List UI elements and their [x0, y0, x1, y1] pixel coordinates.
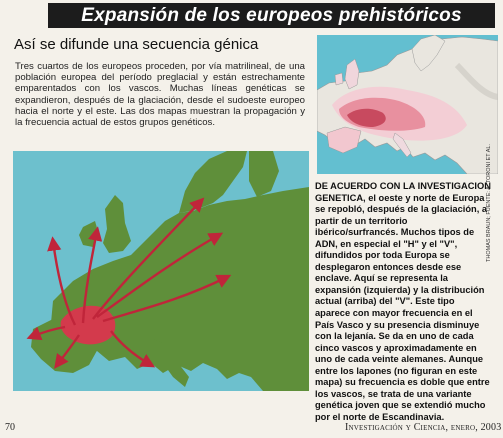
expansion-map — [13, 151, 309, 391]
page-number: 70 — [5, 422, 15, 433]
article-subtitle: Así se difunde una secuencia génica — [14, 36, 259, 53]
title-bar — [48, 3, 495, 28]
publication-source: Investigación y Ciencia, enero, 2003 — [345, 422, 502, 433]
intro-paragraph: Tres cuartos de los europeos proceden, por vía matrilineal, de una población europea del período preglacial y están estrechamente emparentados con los vascos. Muchas líneas genéticas se expandieron, después de la glaciación, desde el sudoeste europeo hacia el norte y el este. Las dos mapas muestran la propagación y la frecuencia actual de estos grupos genéticos. — [15, 61, 305, 129]
image-credit: THOMAS BRAUN; FUENTE: A. TORONI ET AL. — [486, 144, 492, 262]
distribution-map — [317, 35, 498, 174]
page-footer — [0, 418, 503, 438]
figure-caption: DE ACUERDO CON LA INVESTIGACION GENETICA, el oeste y norte de Europa se repobló, después de la glaciación, a partir de un territorio ibérico/surfrancés. Muchos tipos de ADN, en especial el "H" y el "V", difundidos por toda Europa se desplegaron entonces desde ese enclave. Aquí se representa la expansión (izquierda) y la distribución actual (arriba) del "V". Este tipo aparece con mayor frecuencia en el País Vasco y su presencia disminuye con la lejanía. Se da en uno de cada cinco vascos y aproximadamente en uno de cada veinte alemanes. Aunque entre los lapones (no figuran en este mapa) su frecuencia es doble que entre los vascos, se trata de una variante genética joven que se extendió mucho por el norte de Escandinavia. — [315, 181, 491, 422]
ireland-shape — [335, 73, 343, 85]
page-title: Expansión de los europeos prehistóricos — [81, 4, 462, 26]
